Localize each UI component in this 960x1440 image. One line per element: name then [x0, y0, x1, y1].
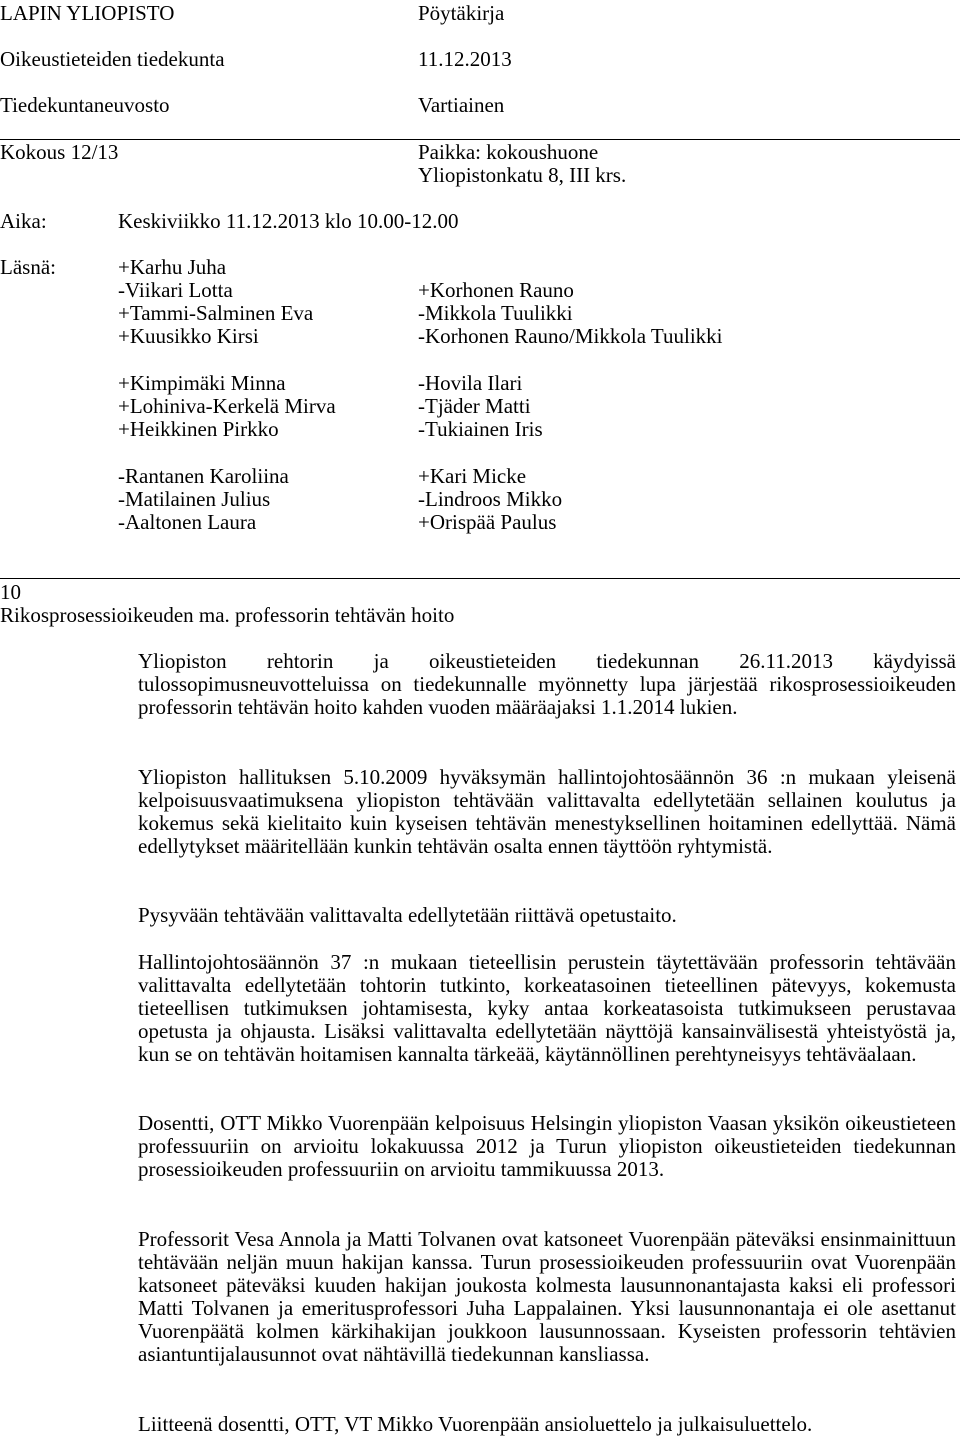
attendee: -Hovila Ilari [418, 371, 523, 395]
paragraph: Professorit Vesa Annola ja Matti Tolvanen ovat katsoneet Vuorenpään päteväksi ensinmainittuun tehtävään neljän muun hakijan kanssa. Turun prosessioikeuden professuuriin ovat Vuorenpään katsoneet päteväksi kuuden hakijan joukosta kolmesta lausunnonantajasta kaksi eli professori Matti Tolvanen ja emeritusprofessori Juha Lappalainen. Yksi lausunnonantaja ei ole asettanut Vuorenpäätä kolmen kärkihakijan joukkoon lausunnossaan. Kyseisten professorin tehtävien asiantuntijalausunnot ovat nähtävillä tiedekunnan kansliassa. [138, 1227, 956, 1366]
meeting-date: 11.12.2013 [418, 47, 512, 71]
document-type: Pöytäkirja [418, 1, 505, 25]
attendee: -Tjäder Matti [418, 394, 531, 418]
paragraph: Dosentti, OTT Mikko Vuorenpään kelpoisuus Helsingin yliopiston Vaasan yksikön oikeustieteen professuuriin on arvioitu lokakuussa 2012 ja Turun yliopiston oikeustieteiden tiedekunnan prosessioikeuden professuuriin on arvioitu tammikuussa 2013. [138, 1111, 956, 1181]
attendee: +Heikkinen Pirkko [118, 417, 279, 441]
present-label: Läsnä: [0, 255, 56, 279]
meeting-address: Yliopistonkatu 8, III krs. [418, 163, 627, 187]
attendee: +Korhonen Rauno [418, 278, 574, 302]
attendee: -Viikari Lotta [118, 278, 233, 302]
attendee: -Mikkola Tuulikki [418, 301, 573, 325]
attendee: +Kari Micke [418, 464, 527, 488]
attendee: +Karhu Juha [118, 255, 227, 279]
paragraph: Liitteenä dosentti, OTT, VT Mikko Vuorenpään ansioluettelo ja julkaisuluettelo. [138, 1412, 813, 1436]
attendee: -Lindroos Mikko [418, 487, 563, 511]
paragraph: Hallintojohtosäännön 37 :n mukaan tieteellisin perustein täytettävään professorin tehtävään valittavalta edellytetään tohtorin tutkinto, korkeatasoinen tieteellinen pätevyys, kokemusta tieteellisen tutkimuksen johtamisesta, kyky antaa korkeatasoista tutkimukseen perustavaa opetusta ja ohjausta. Lisäksi valittavalta edellytetään näyttöjä kansainvälisestä yhteistyöstä ja, kun se on tehtävän hoitamisen kannalta tärkeää, käytännöllinen perehtyneisyys tehtäväalaan. [138, 950, 956, 1066]
council-name: Tiedekuntaneuvosto [0, 93, 170, 117]
clerk-name: Vartiainen [418, 93, 505, 117]
faculty-name: Oikeustieteiden tiedekunta [0, 47, 225, 71]
university-name: LAPIN YLIOPISTO [0, 1, 175, 25]
paragraph: Yliopiston hallituksen 5.10.2009 hyväksymän hallintojohtosäännön 36 :n mukaan yleisenä kelpoisuusvaatimuksena yliopiston tehtävään valittavalta edellytetään sellainen koulutus ja kokemus sekä kielitaito kuin kyseisen tehtävän menestyksellinen hoitaminen edellyttää. Nämä edellytykset määritellään kunkin tehtävän osalta ennen täyttöön ryhtymistä. [138, 765, 956, 858]
attendee: -Matilainen Julius [118, 487, 271, 511]
paragraph: Pysyvään tehtävään valittavalta edellytetään riittävä opetustaito. [138, 903, 677, 927]
item-divider [0, 578, 960, 579]
meeting-place: Paikka: kokoushuone [418, 140, 599, 164]
meeting-number: Kokous 12/13 [0, 140, 119, 164]
attendee: +Orispää Paulus [418, 510, 557, 534]
attendee: -Korhonen Rauno/Mikkola Tuulikki [418, 324, 723, 348]
attendee: +Tammi-Salminen Eva [118, 301, 314, 325]
time-value: Keskiviikko 11.12.2013 klo 10.00-12.00 [118, 209, 459, 233]
attendee: +Kuusikko Kirsi [118, 324, 259, 348]
attendee: -Tukiainen Iris [418, 417, 543, 441]
attendee: -Rantanen Karoliina [118, 464, 289, 488]
item-title: Rikosprosessioikeuden ma. professorin tehtävän hoito [0, 603, 455, 627]
paragraph: Yliopiston rehtorin ja oikeustieteiden tiedekunnan 26.11.2013 käydyissä tulossopimusneuvotteluissa on tiedekunnalle myönnetty lupa järjestää rikosprosessioikeuden professorin tehtävän hoito kahden vuoden määräajaksi 1.1.2014 lukien. [138, 649, 956, 719]
time-label: Aika: [0, 209, 47, 233]
attendee: -Aaltonen Laura [118, 510, 257, 534]
item-number: 10 [0, 580, 21, 604]
attendee: +Lohiniva-Kerkelä Mirva [118, 394, 336, 418]
attendee: +Kimpimäki Minna [118, 371, 286, 395]
